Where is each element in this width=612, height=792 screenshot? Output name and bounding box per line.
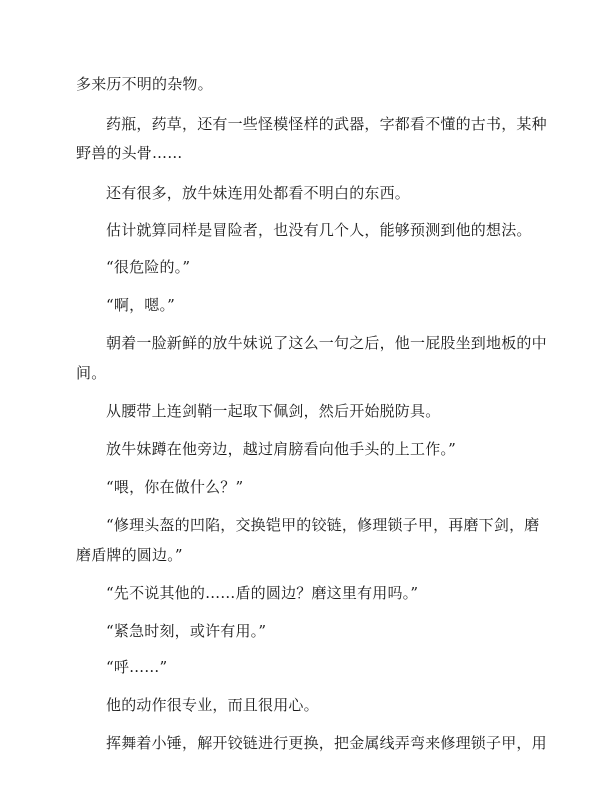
text-line-17: “呼……” (106, 658, 168, 676)
text-line-6: “很危险的。” (106, 258, 191, 276)
text-line-4: 还有很多，放牛妹连用处都看不明白的东西。 (106, 184, 411, 202)
text-line-12: “喂，你在做什么？” (106, 478, 244, 496)
text-line-1: 多来历不明的杂物。 (76, 75, 213, 93)
text-line-2: 药瓶，药草，还有一些怪模怪样的武器，字都看不懂的古书，某种 (106, 115, 547, 133)
text-line-7: “啊，嗯。” (106, 296, 176, 314)
text-line-18: 他的动作很专业，而且很用心。 (106, 696, 319, 714)
text-line-11: 放牛妹蹲在他旁边，越过肩膀看向他手头的上工作。” (106, 440, 456, 458)
text-line-19: 挥舞着小锤，解开铰链进行更换，把金属线弄弯来修理锁子甲，用 (106, 734, 547, 752)
text-line-15: “先不说其他的……盾的圆边？磨这里有用吗。” (106, 584, 419, 602)
text-line-13: “修理头盔的凹陷，交换铠甲的铰链，修理锁子甲，再磨下剑，磨 (106, 516, 540, 534)
text-line-5: 估计就算同样是冒险者，也没有几个人，能够预测到他的想法。 (106, 221, 532, 239)
text-line-16: “紧急时刻，或许有用。” (106, 622, 267, 640)
text-line-9: 间。 (76, 364, 107, 382)
text-line-3: 野兽的头骨…… (76, 144, 183, 162)
text-line-8: 朝着一脸新鲜的放牛妹说了这么一句之后，他一屁股坐到地板的中 (106, 334, 547, 352)
text-line-10: 从腰带上连剑鞘一起取下佩剑，然后开始脱防具。 (106, 402, 441, 420)
text-line-14: 磨盾牌的圆边。” (76, 546, 183, 564)
